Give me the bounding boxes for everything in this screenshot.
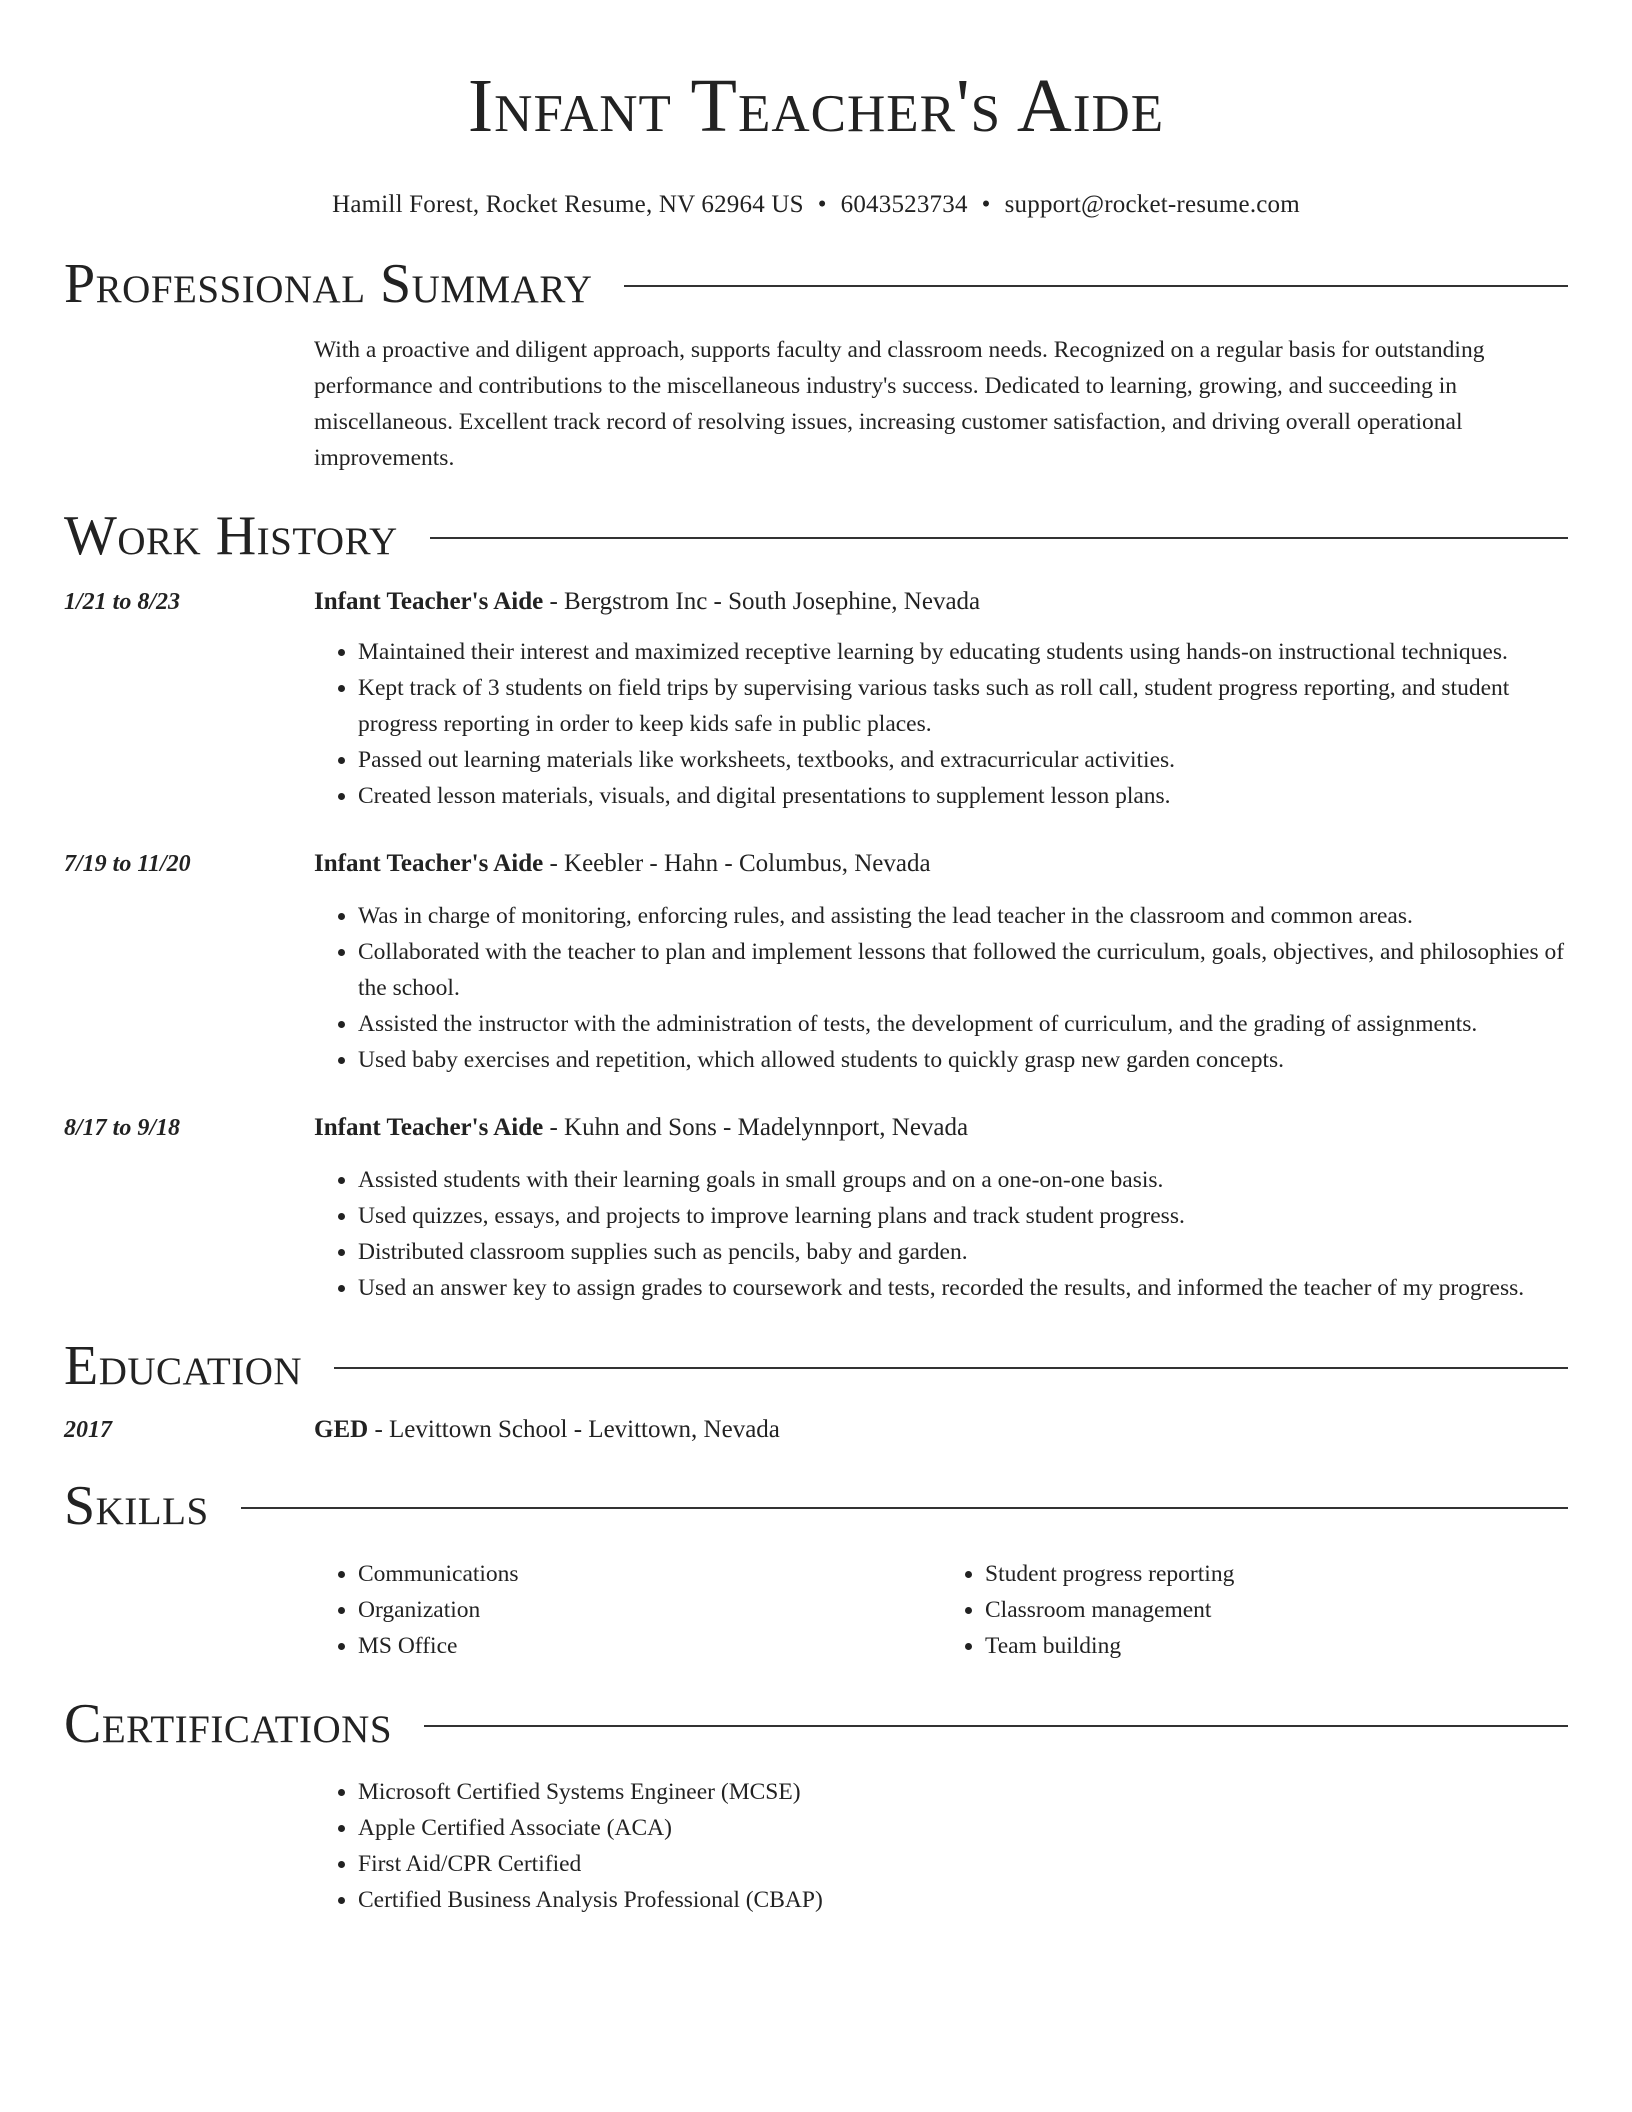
skill-item: • Communications (358, 1556, 941, 1592)
certifications-list (314, 1774, 1568, 1918)
contact-line (64, 190, 1568, 220)
certifications-spacer (64, 1774, 314, 1918)
job-bullets (314, 1162, 1568, 1306)
skill-item: • MS Office (358, 1628, 941, 1664)
summary-spacer (64, 332, 314, 476)
job-bullet: • Used an answer key to assign grades to coursework and tests, recorded the results, and informed the teacher of my progress. (358, 1270, 1568, 1306)
contact-separator: • (817, 191, 827, 218)
education-year: 2017 (64, 1417, 112, 1443)
skill-item: • Classroom management (985, 1592, 1568, 1628)
job-heading (314, 1112, 1568, 1144)
job-bullet: • Used quizzes, essays, and projects to improve learning plans and track student progress. (358, 1198, 1568, 1234)
contact-separator: • (981, 191, 991, 218)
skill-item: • Student progress reporting (985, 1556, 1568, 1592)
section-header-summary (64, 254, 1568, 314)
skills-row (64, 1556, 1568, 1664)
job-company: - Bergstrom Inc - South Josephine, Nevada (543, 588, 981, 615)
job-bullet: • Assisted the instructor with the administration of tests, the development of curriculum, and the grading of assignments. (358, 1006, 1568, 1042)
job-bullet: • Was in charge of monitoring, enforcing rules, and assisting the lead teacher in the classroom and common areas. (358, 898, 1568, 934)
job-dates: 1/21 to 8/23 (64, 589, 181, 615)
section-rule (430, 537, 1568, 539)
job-company: - Keebler - Hahn - Columbus, Nevada (543, 850, 931, 877)
section-title-summary: Professional Summary (64, 253, 593, 315)
certification-item: • Apple Certified Associate (ACA) (358, 1810, 1568, 1846)
job-entry (64, 1112, 1568, 1306)
certification-item: • Certified Business Analysis Professional (CBAP) (358, 1882, 1568, 1918)
section-header-certifications (64, 1694, 1568, 1754)
job-dates: 8/17 to 9/18 (64, 1115, 181, 1141)
section-header-skills (64, 1476, 1568, 1536)
section-rule (624, 285, 1568, 287)
job-bullet: • Created lesson materials, visuals, and digital presentations to supplement lesson plans. (358, 778, 1568, 814)
job-bullets (314, 898, 1568, 1078)
section-rule (334, 1367, 1568, 1369)
skills-list-right (941, 1556, 1568, 1664)
section-header-work (64, 506, 1568, 566)
section-title-skills: Skills (64, 1475, 209, 1537)
address: Hamill Forest, Rocket Resume, NV 62964 US (332, 191, 804, 218)
job-dates: 7/19 to 11/20 (64, 851, 191, 877)
job-entry (64, 848, 1568, 1078)
certification-item: • First Aid/CPR Certified (358, 1846, 1568, 1882)
job-role: Infant Teacher's Aide (314, 1114, 544, 1141)
job-bullet: • Kept track of 3 students on field trips by supervising various tasks such as roll call, student progress reporting, and student progress reporting in order to keep kids safe in public places. (358, 670, 1568, 742)
job-heading (314, 848, 1568, 880)
education-heading (314, 1414, 1568, 1446)
skills-spacer (64, 1556, 314, 1664)
job-bullet: • Passed out learning materials like worksheets, textbooks, and extracurricular activities. (358, 742, 1568, 778)
education-school: - Levittown School - Levittown, Nevada (368, 1416, 780, 1443)
skill-item: • Organization (358, 1592, 941, 1628)
skill-item: • Team building (985, 1628, 1568, 1664)
section-title-work: Work History (64, 505, 398, 567)
job-role: Infant Teacher's Aide (314, 850, 544, 877)
job-bullets (314, 634, 1568, 814)
section-title-certifications: Certifications (64, 1693, 393, 1755)
job-bullet: • Assisted students with their learning goals in small groups and on a one-on-one basis. (358, 1162, 1568, 1198)
job-bullet: • Collaborated with the teacher to plan and implement lessons that followed the curriculum, goals, objectives, and philosophies of the school. (358, 934, 1568, 1006)
education-entry (64, 1414, 1568, 1446)
job-bullet: • Distributed classroom supplies such as pencils, baby and garden. (358, 1234, 1568, 1270)
certification-item: • Microsoft Certified Systems Engineer (MCSE) (358, 1774, 1568, 1810)
email: support@rocket-resume.com (1004, 191, 1300, 218)
candidate-name: Infant Teacher's Aide (467, 64, 1165, 148)
job-role: Infant Teacher's Aide (314, 588, 544, 615)
section-header-education (64, 1336, 1568, 1396)
section-title-education: Education (64, 1335, 303, 1397)
education-degree: GED (314, 1416, 369, 1443)
summary-text: With a proactive and diligent approach, supports faculty and classroom needs. Recognized on a regular basis for outstanding performance and contributions to the miscellaneous industry's success. Dedicated to learning, growing, and succeeding in miscellaneous. Excellent track record of resolving issues, increasing customer satisfaction, and driving overall operational improvements. (314, 337, 1485, 471)
job-bullet: • Maintained their interest and maximized receptive learning by educating students using hands-on instructional techniques. (358, 634, 1568, 670)
job-entry (64, 586, 1568, 814)
job-bullet: • Used baby exercises and repetition, which allowed students to quickly grasp new garden concepts. (358, 1042, 1568, 1078)
summary-row (64, 332, 1568, 476)
job-heading (314, 586, 1568, 618)
certifications-row (64, 1774, 1568, 1918)
skills-list-left (314, 1556, 941, 1664)
section-rule (424, 1725, 1568, 1727)
job-company: - Kuhn and Sons - Madelynnport, Nevada (543, 1114, 969, 1141)
section-rule (241, 1507, 1568, 1509)
phone: 6043523734 (840, 191, 968, 218)
